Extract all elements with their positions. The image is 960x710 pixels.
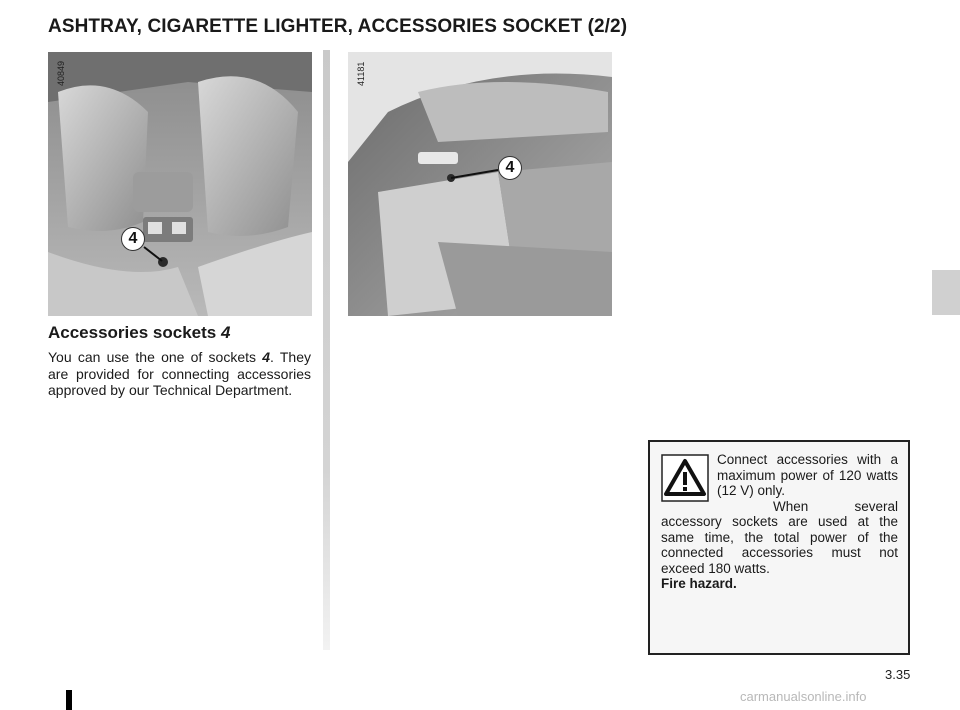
footer-mark bbox=[66, 690, 72, 710]
luggage-compartment-illustration bbox=[348, 52, 612, 316]
section-body-part1: You can use the one of sockets bbox=[48, 349, 263, 365]
section-heading-ref: 4 bbox=[220, 323, 231, 342]
page-title: ASHTRAY, CIGARETTE LIGHTER, ACCESSORIES SOCKET (2/2) bbox=[48, 16, 628, 37]
warning-triangle-icon bbox=[661, 454, 709, 502]
figure-id-left: 40849 bbox=[56, 60, 66, 86]
section-heading bbox=[48, 323, 230, 343]
rear-console-illustration bbox=[48, 52, 312, 316]
warning-line-2: When several accessory sockets are used at the same time, the total power of the connected accessories must not exceed 180 watts. bbox=[661, 498, 898, 576]
warning-line-1: Connect accessories with a maximum power of 120 watts (12 V) only. bbox=[717, 452, 898, 498]
page-number: 3.35 bbox=[885, 667, 911, 682]
section-heading-text: Accessories sockets bbox=[48, 323, 221, 342]
chapter-side-tab bbox=[932, 270, 960, 315]
rear-console-photo bbox=[48, 52, 312, 316]
callout-4-left: 4 bbox=[121, 227, 145, 251]
luggage-compartment-photo bbox=[348, 52, 612, 316]
section-body bbox=[48, 349, 311, 399]
callout-4-right: 4 bbox=[498, 156, 522, 180]
figure-id-right: 41181 bbox=[356, 61, 366, 86]
section-body-part2: . They are provided for connecting accessories approved by our Technical Department. bbox=[48, 349, 311, 398]
warning-box bbox=[648, 440, 910, 655]
section-body-ref: 4 bbox=[262, 349, 271, 365]
column-divider bbox=[323, 50, 330, 650]
watermark: carmanualsonline.info bbox=[740, 689, 867, 704]
warning-line-3: Fire hazard. bbox=[661, 576, 737, 591]
